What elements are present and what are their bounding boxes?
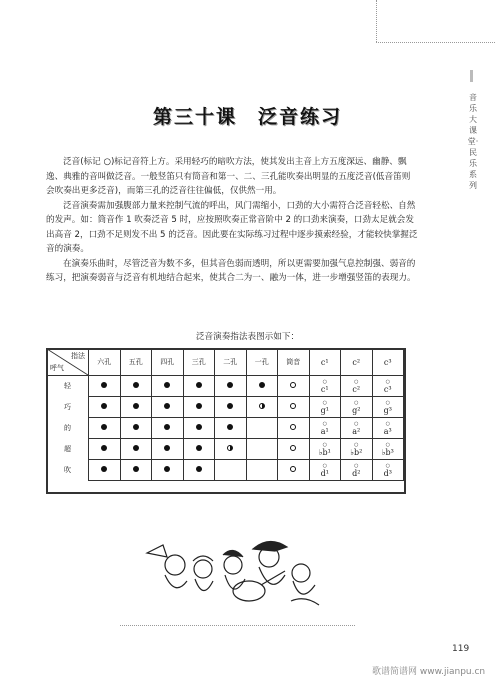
harmonic-mark-icon: ○ (354, 378, 359, 385)
closed-hole-icon (133, 382, 139, 388)
note-cell (372, 439, 404, 460)
column-header: 三孔 (183, 349, 215, 376)
harmonic-mark-icon: ○ (354, 462, 359, 469)
fingering-cell (89, 397, 121, 418)
closed-hole-icon (164, 403, 170, 409)
fingering-cell (278, 439, 310, 460)
note-label: g¹ (320, 405, 329, 415)
fingering-cell (120, 460, 152, 481)
column-header: 二孔 (215, 349, 247, 376)
closed-hole-icon (227, 424, 233, 430)
table-row (47, 460, 404, 481)
closed-hole-icon (196, 466, 202, 472)
closed-hole-icon (196, 445, 202, 451)
fingering-cell (152, 439, 184, 460)
closed-hole-icon (259, 382, 265, 388)
fingering-cell (152, 397, 184, 418)
harmonic-mark-icon: ○ (322, 462, 327, 469)
closed-hole-icon (133, 445, 139, 451)
note-cell (309, 418, 341, 439)
note-cell (372, 460, 404, 481)
empty-cell (246, 439, 278, 460)
column-header: 六孔 (89, 349, 121, 376)
side-marker (470, 70, 473, 82)
note-cell (341, 460, 373, 481)
closed-hole-icon (196, 403, 202, 409)
bottom-dotted-line (120, 625, 355, 626)
note-label: g³ (383, 405, 392, 415)
table-row (47, 397, 404, 418)
fingering-cell (183, 418, 215, 439)
header-fingering-label: 指法 (71, 352, 85, 360)
note-label: ♭b² (350, 447, 363, 457)
fingering-cell (89, 439, 121, 460)
table-row (47, 376, 404, 397)
fingering-cell (183, 397, 215, 418)
closed-hole-icon (164, 445, 170, 451)
closed-hole-icon (164, 466, 170, 472)
closed-hole-icon (101, 424, 107, 430)
table-caption: 泛音演奏指法表图示如下： (195, 332, 300, 342)
table-row (47, 418, 404, 439)
fingering-cell (246, 376, 278, 397)
breath-label-cell: 超 (47, 439, 89, 460)
table-row (47, 439, 404, 460)
note-label: d¹ (320, 468, 329, 478)
note-cell (372, 397, 404, 418)
watermark: 歌谱简谱网 www.jianpu.cn (372, 667, 486, 677)
header-corner-cell (47, 349, 89, 376)
fingering-cell (120, 418, 152, 439)
note-cell (309, 439, 341, 460)
lesson-title: 第三十课 泛音练习 (152, 106, 342, 128)
breath-label-cell: 的 (47, 418, 89, 439)
fingering-cell (183, 439, 215, 460)
closed-hole-icon (196, 382, 202, 388)
fingering-table (46, 348, 404, 481)
breath-label-cell: 巧 (47, 397, 89, 418)
half-hole-icon (227, 445, 233, 451)
closed-hole-icon (101, 466, 107, 472)
closed-hole-icon (227, 382, 233, 388)
column-header: 五孔 (120, 349, 152, 376)
harmonic-mark-icon: ○ (354, 399, 359, 406)
note-label: c¹ (320, 384, 329, 394)
closed-hole-icon (164, 382, 170, 388)
fingering-cell (183, 460, 215, 481)
header-breath-label: 呼气 (50, 364, 64, 372)
half-hole-icon (259, 403, 265, 409)
harmonic-mark-icon: ○ (354, 420, 359, 427)
fingering-cell (89, 418, 121, 439)
harmonic-mark-icon: ○ (322, 441, 327, 448)
note-cell (372, 418, 404, 439)
closed-hole-icon (101, 403, 107, 409)
note-cell (309, 397, 341, 418)
fingering-cell (120, 376, 152, 397)
note-label: d³ (383, 468, 392, 478)
top-dotted-line (376, 42, 495, 43)
note-label: c² (352, 384, 361, 394)
closed-hole-icon (227, 403, 233, 409)
note-cell (341, 397, 373, 418)
open-hole-icon (290, 424, 296, 430)
harmonic-mark-icon: ○ (322, 378, 327, 385)
note-cell (341, 376, 373, 397)
open-hole-icon (290, 466, 296, 472)
fingering-cell (89, 460, 121, 481)
column-header: 四孔 (152, 349, 184, 376)
fingering-cell (120, 397, 152, 418)
empty-cell (246, 418, 278, 439)
note-label: c³ (383, 384, 392, 394)
table-header-row (47, 349, 404, 376)
open-hole-icon (290, 445, 296, 451)
fingering-cell (215, 418, 247, 439)
paragraph-3: 在演奏乐曲时，尽管泛音为数不多，但其音色弱而透明，所以更需要加强气息控制强、弱音的练习，把演奏弱音与泛音有机地结合起来，使其合二为一、融为一体，进一步增强竖笛的表现力。 (46, 258, 416, 283)
fingering-cell (278, 418, 310, 439)
empty-cell (246, 460, 278, 481)
harmonic-mark-icon: ○ (385, 378, 390, 385)
harmonic-mark-icon: ○ (322, 420, 327, 427)
breath-label-cell: 吹 (47, 460, 89, 481)
note-label: g² (352, 405, 361, 415)
harmonic-mark-icon: ○ (322, 399, 327, 406)
fingering-cell (246, 397, 278, 418)
harmonic-mark-icon: ○ (385, 441, 390, 448)
fingering-cell (278, 460, 310, 481)
closed-hole-icon (196, 424, 202, 430)
closed-hole-icon (101, 382, 107, 388)
page-number: 119 (452, 644, 470, 654)
note-cell (309, 376, 341, 397)
fingering-cell (215, 397, 247, 418)
paragraph-1: 泛音(标记 ○)标记音符上方。采用轻巧的暗吹方法，使其发出主音上方五度深远、幽静、飘逸、典雅的音叫做泛音。一般竖笛只有筒音和第一、二、三孔能吹奏出明显的五度泛音(低音笛则会吹奏出更多泛音)，而第三孔的泛音往往偏低，仅供然一用。 (46, 157, 411, 196)
paragraph-2: 泛音演奏需加强腹部力量来控制气流的呼出，风门需缩小，口劲的大小需符合泛音轻松、自然的发声。如：筒音作 1 吹奏泛音 5 时，应按照吹奏正常音阶中 2 的口劲来演奏，口劲太足就会发出高音 2，口劲不足则发不出 5 的泛音。因此要在实际练习过程中逐步摸索经验，才能较快掌握泛音的演奏。 (46, 200, 418, 254)
note-label: ♭b¹ (318, 447, 331, 457)
fingering-cell (152, 376, 184, 397)
band-cartoon-illustration (145, 535, 325, 615)
note-label: ♭b³ (381, 447, 394, 457)
closed-hole-icon (133, 466, 139, 472)
body-text (46, 155, 418, 286)
harmonic-mark-icon: ○ (385, 420, 390, 427)
column-header: c¹ (309, 349, 341, 376)
note-cell (341, 439, 373, 460)
closed-hole-icon (133, 403, 139, 409)
column-header: 一孔 (246, 349, 278, 376)
fingering-cell (183, 376, 215, 397)
empty-cell (215, 460, 247, 481)
fingering-cell (215, 439, 247, 460)
column-header: 筒音 (278, 349, 310, 376)
closed-hole-icon (164, 424, 170, 430)
note-label: a³ (383, 426, 392, 436)
harmonic-mark-icon: ○ (385, 462, 390, 469)
note-cell (341, 418, 373, 439)
fingering-cell (278, 376, 310, 397)
fingering-cell (89, 376, 121, 397)
breath-label-cell: 轻 (47, 376, 89, 397)
note-cell (309, 460, 341, 481)
harmonic-mark-icon: ○ (354, 441, 359, 448)
open-hole-icon (290, 382, 296, 388)
fingering-cell (278, 397, 310, 418)
column-header: c² (341, 349, 373, 376)
closed-hole-icon (101, 445, 107, 451)
column-header: c³ (372, 349, 404, 376)
note-cell (372, 376, 404, 397)
fingering-cell (120, 439, 152, 460)
fingering-cell (152, 418, 184, 439)
fingering-cell (215, 376, 247, 397)
note-label: a² (352, 426, 361, 436)
harmonic-mark-icon: ○ (385, 399, 390, 406)
side-series-label: 音乐大课堂·民乐系列 (467, 93, 479, 190)
closed-hole-icon (133, 424, 139, 430)
note-label: d² (352, 468, 361, 478)
top-vertical-dotted-line (376, 0, 377, 42)
fingering-cell (152, 460, 184, 481)
note-label: a¹ (320, 426, 329, 436)
open-hole-icon (290, 403, 296, 409)
